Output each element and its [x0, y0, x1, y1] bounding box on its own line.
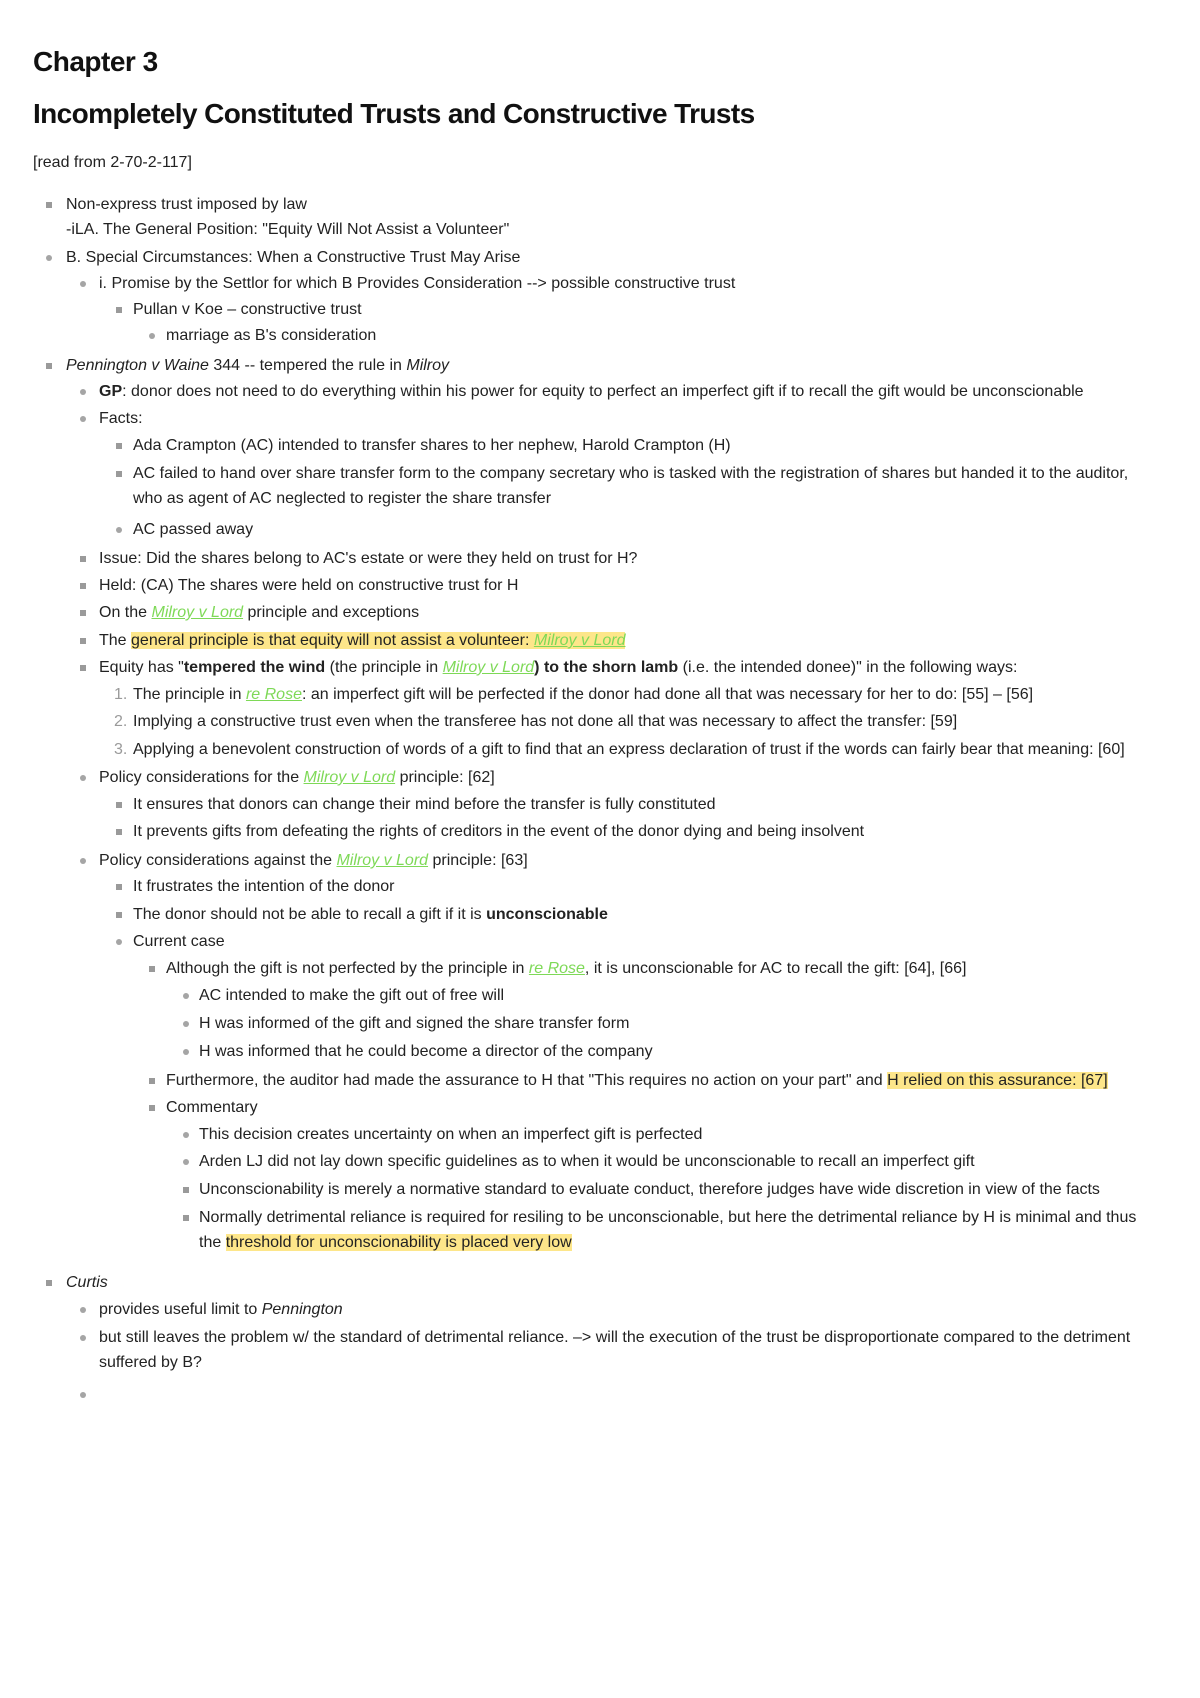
list-item-text: principle: [63] — [428, 852, 528, 869]
re-rose-link[interactable]: re Rose — [528, 960, 585, 977]
list-item: AC intended to make the gift out of free will — [199, 987, 505, 1004]
bold-term: ) — [534, 659, 544, 676]
list-item: This decision creates uncertainty on when an imperfect gift is perfected — [199, 1126, 703, 1143]
list-item — [133, 685, 1033, 705]
list-item-text: Equity has " — [99, 659, 184, 676]
dot-bullet-icon — [80, 281, 86, 287]
list-item — [166, 959, 966, 979]
list-item: AC failed to hand over share transfer form to the company secretary who is tasked with the registration of shares but handed it to the auditor, who as agent of AC neglected to register the share transfer — [133, 465, 1129, 507]
square-bullet-icon — [80, 610, 86, 616]
list-item: It ensures that donors can change their mind before the transfer is fully constituted — [133, 796, 716, 813]
dot-bullet-icon — [80, 775, 86, 781]
square-bullet-icon — [183, 1187, 189, 1193]
list-item-text: The principle in — [133, 686, 246, 703]
case-name: Pennington — [261, 1301, 343, 1318]
list-item: H was informed of the gift and signed the share transfer form — [199, 1015, 630, 1032]
square-bullet-icon — [116, 912, 122, 918]
square-bullet-icon — [183, 1215, 189, 1221]
dot-bullet-icon — [183, 1021, 189, 1027]
list-item: Facts: — [99, 410, 143, 427]
list-item — [99, 603, 419, 623]
square-bullet-icon — [116, 443, 122, 449]
dot-bullet-icon — [183, 1159, 189, 1165]
list-item: Issue: Did the shares belong to AC's estate or were they held on trust for H? — [99, 550, 638, 567]
list-item-continuation: -iLA. The General Position: "Equity Will Not Assist a Volunteer" — [66, 221, 510, 238]
square-bullet-icon — [80, 665, 86, 671]
re-rose-link[interactable]: re Rose — [245, 686, 302, 703]
list-item: B. Special Circumstances: When a Constructive Trust May Arise — [66, 249, 521, 266]
list-item — [166, 1071, 1108, 1091]
square-bullet-icon — [149, 1078, 155, 1084]
dot-bullet-icon — [80, 1307, 86, 1313]
bold-term: tempered the wind — [183, 659, 326, 676]
list-item: H was informed that he could become a director of the company — [199, 1043, 653, 1060]
list-item-text: provides useful limit to — [99, 1301, 262, 1318]
list-item-text: The — [99, 632, 132, 649]
list-item — [99, 658, 1017, 678]
list-item — [99, 768, 495, 788]
milroy-v-lord-link[interactable]: Milroy v Lord — [336, 852, 429, 869]
list-item-text: (the principle in — [325, 659, 443, 676]
list-item: Current case — [133, 933, 225, 950]
list-item-text: The donor should not be able to recall a gift if it is — [133, 906, 487, 923]
list-item: Held: (CA) The shares were held on constructive trust for H — [99, 577, 519, 594]
list-item-text: Although the gift is not perfected by the principle in — [166, 960, 529, 977]
highlighted-text — [131, 632, 625, 649]
list-item-text: : an imperfect gift will be perfected if the donor had done all that was necessary for her to do: [55] – [56] — [301, 686, 1034, 703]
milroy-v-lord-link[interactable]: Milroy v Lord — [533, 632, 626, 649]
list-item — [199, 1205, 1159, 1255]
square-bullet-icon — [116, 884, 122, 890]
square-bullet-icon — [46, 1280, 52, 1286]
list-item: Non-express trust imposed by law — [66, 196, 307, 213]
square-bullet-icon — [46, 202, 52, 208]
milroy-v-lord-link[interactable]: Milroy v Lord — [151, 604, 244, 621]
list-item: Arden LJ did not lay down specific guidelines as to when it would be unconscionable to recall an imperfect gift — [199, 1153, 975, 1170]
dot-bullet-icon — [80, 416, 86, 422]
list-item: AC passed away — [133, 521, 254, 538]
list-item: Unconscionability is merely a normative standard to evaluate conduct, therefore judges have wide discretion in view of the facts — [199, 1181, 1100, 1198]
square-bullet-icon — [80, 638, 86, 644]
list-item-text: On the — [99, 604, 152, 621]
list-item-text: Normally detrimental reliance is required for resiling to be unconscionable, but here the detrimental reliance by H is minimal and thus the — [199, 1209, 1137, 1251]
list-number: 3. — [114, 741, 128, 758]
list-item: marriage as B's consideration — [166, 327, 377, 344]
list-item-text: principle: [62] — [395, 769, 495, 786]
list-number: 1. — [114, 686, 128, 703]
square-bullet-icon — [80, 583, 86, 589]
square-bullet-icon — [149, 966, 155, 972]
list-item: Applying a benevolent construction of words of a gift to find that an express declaration of trust if the words can fairly bear that meaning: [60] — [133, 741, 1125, 758]
highlighted-text: H relied on this assurance: [67] — [887, 1072, 1108, 1089]
page-title: Incompletely Constituted Trusts and Constructive Trusts — [33, 98, 755, 129]
dot-bullet-icon — [183, 1132, 189, 1138]
dot-bullet-icon — [149, 333, 155, 339]
bold-term: GP — [99, 383, 123, 400]
list-item-text: general principle is that equity will not assist a volunteer: — [131, 632, 534, 649]
dot-bullet-icon — [46, 255, 52, 261]
case-name: Pennington v Waine — [66, 357, 209, 374]
list-item — [66, 1273, 108, 1293]
dot-bullet-icon — [80, 1335, 86, 1341]
list-item-text: principle and exceptions — [243, 604, 420, 621]
list-item — [99, 851, 528, 871]
dot-bullet-icon — [116, 939, 122, 945]
bold-term: unconscionable — [486, 906, 608, 923]
square-bullet-icon — [116, 829, 122, 835]
dot-bullet-icon — [80, 858, 86, 864]
square-bullet-icon — [149, 1105, 155, 1111]
square-bullet-icon — [46, 363, 52, 369]
bold-term: to the shorn lamb — [543, 659, 679, 676]
square-bullet-icon — [116, 802, 122, 808]
case-name: Curtis — [66, 1274, 108, 1291]
square-bullet-icon — [116, 307, 122, 313]
chapter-heading: Chapter 3 — [33, 46, 158, 77]
read-from-note: [read from 2-70-2-117] — [33, 154, 192, 171]
list-item: It prevents gifts from defeating the rights of creditors in the event of the donor dying and being insolvent — [133, 823, 865, 840]
list-item-text: Policy considerations against the — [99, 852, 337, 869]
list-item — [99, 1300, 343, 1320]
list-item — [133, 905, 608, 925]
dot-bullet-icon — [183, 993, 189, 999]
list-item: Implying a constructive trust even when the transferee has not done all that was necessary to affect the transfer: [59] — [133, 713, 958, 730]
list-number: 2. — [114, 713, 128, 730]
dot-bullet-icon — [183, 1049, 189, 1055]
list-item: but still leaves the problem w/ the standard of detrimental reliance. –> will the execution of the trust be disproportionate compared to the detriment suffered by B? — [99, 1329, 1131, 1371]
list-item-text: Policy considerations for the — [99, 769, 304, 786]
list-item — [66, 356, 449, 376]
list-item: Commentary — [166, 1099, 258, 1116]
square-bullet-icon — [116, 471, 122, 477]
list-item-text: Furthermore, the auditor had made the assurance to H that "This requires no action on your part" and — [166, 1072, 888, 1089]
case-name: Milroy — [406, 357, 450, 374]
dot-bullet-icon — [116, 527, 122, 533]
list-item-text: 344 -- tempered the rule in — [208, 357, 407, 374]
milroy-v-lord-link[interactable]: Milroy v Lord — [303, 769, 396, 786]
list-item: Ada Crampton (AC) intended to transfer shares to her nephew, Harold Crampton (H) — [133, 437, 731, 454]
list-item-text: : donor does not need to do everything within his power for equity to perfect an imperfect gift if to recall the gift would be unconscionable — [122, 383, 1084, 400]
list-item-text: , it is unconscionable for AC to recall the gift: [64], [66] — [584, 960, 967, 977]
list-item: It frustrates the intention of the donor — [133, 878, 395, 895]
list-item-text: (i.e. the intended donee)" in the following ways: — [678, 659, 1018, 676]
dot-bullet-icon — [80, 1392, 86, 1398]
list-item — [99, 382, 1084, 402]
list-item: Pullan v Koe – constructive trust — [133, 301, 362, 318]
dot-bullet-icon — [80, 389, 86, 395]
highlighted-text: threshold for unconscionability is placed very low — [225, 1234, 572, 1251]
list-item: i. Promise by the Settlor for which B Provides Consideration --> possible constructive trust — [99, 275, 736, 292]
square-bullet-icon — [80, 556, 86, 562]
milroy-v-lord-link[interactable]: Milroy v Lord — [442, 659, 535, 676]
list-item — [99, 631, 625, 651]
